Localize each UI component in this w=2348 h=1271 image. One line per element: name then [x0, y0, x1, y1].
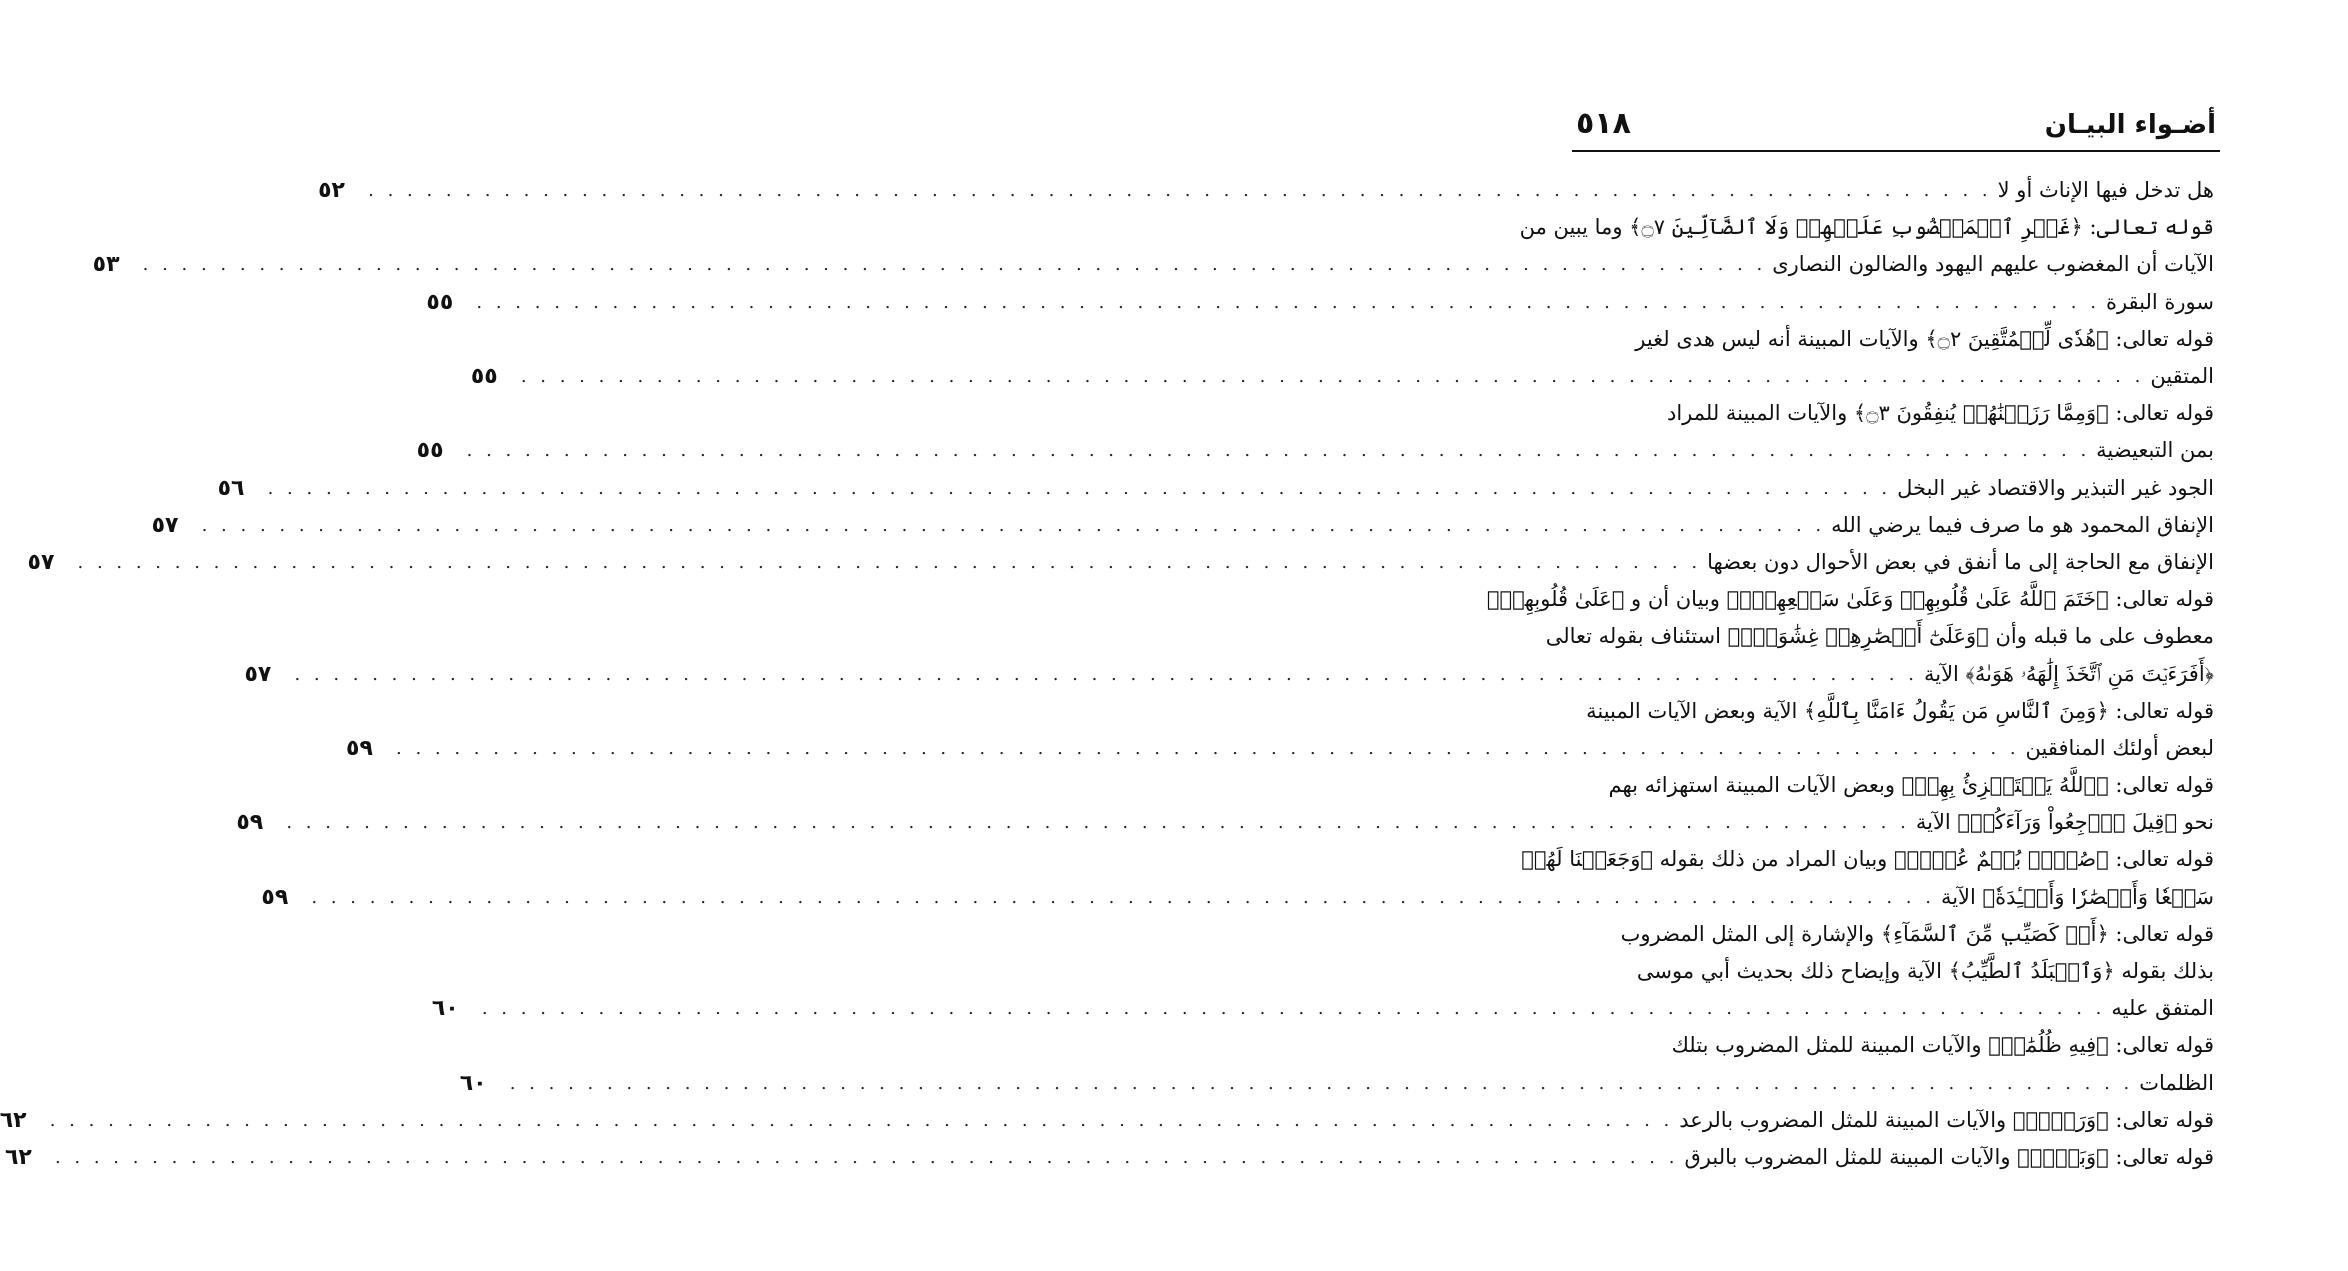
toc-entry-text: قوله تعالى: ﴿وَمِمَّا رَزَقۡنَٰهُمۡ يُنفِقُونَ ۝٣﴾ والآيات المبينة للمراد	[1666, 401, 2214, 426]
toc-entry-text: الظلمات	[2139, 1070, 2214, 1095]
toc-entry	[318, 172, 2214, 209]
toc-entry	[92, 246, 2214, 283]
toc-entry-text: قوله تعالى: ﴿وَرَعۡدٞ﴾ والآيات المبينة للمثل المضروب بالرعد	[1679, 1107, 2214, 1132]
dot-leader	[143, 246, 1767, 283]
dot-leader	[55, 1139, 1679, 1176]
toc-page-number: ٥٧	[244, 661, 272, 687]
toc-entry	[4, 1139, 2214, 1176]
toc-page-number: ٥٧	[27, 549, 55, 575]
dot-leader	[50, 1102, 1674, 1139]
toc-entry-text: قوله تعالى: ﴿صُمُّۢ بُكۡمٌ عُمۡيٞ﴾ وبيان المراد من ذلك بقوله ﴿وَجَعَلۡنَا لَهُمۡ	[1521, 847, 2214, 872]
toc-entry-text: لبعض أولئك المنافقين	[2025, 735, 2214, 760]
toc-entry	[1576, 1027, 2214, 1064]
dot-leader	[396, 730, 2020, 767]
toc-page-number: ٥٣	[92, 252, 120, 278]
dot-leader	[294, 656, 1918, 693]
toc-entry	[431, 990, 2214, 1027]
toc-entry-text: ﴿أَفَرَءَيۡتَ مَنِ ٱتَّخَذَ إِلَٰهَهُۥ هَوَىٰهُ﴾ الآية	[1923, 661, 2214, 686]
running-header	[1576, 104, 2216, 144]
dot-leader	[467, 432, 2091, 469]
toc-entry	[416, 432, 2214, 469]
toc-entry	[0, 1102, 2214, 1139]
page-number: ٥١٨	[1576, 106, 1631, 141]
toc-page-number: ٥٥	[470, 364, 498, 390]
toc-page-number: ٥٩	[346, 735, 373, 761]
toc-entry	[1486, 581, 2214, 618]
dot-leader	[521, 358, 2145, 395]
dot-leader	[286, 804, 1910, 841]
toc-entry-text: نحو ﴿قِيلَ ٱرۡجِعُواْ وَرَآءَكُمۡ﴾ الآية	[1915, 810, 2214, 835]
toc-page-number: ٦٢	[4, 1144, 32, 1170]
toc-entry	[1576, 321, 2214, 358]
toc-entry	[1576, 916, 2214, 953]
toc-entry-text: قوله تعالى: ﴿وَمِنَ ٱلنَّاسِ مَن يَقُولُ ءَامَنَّا بِٱللَّهِ﴾ الآية وبعض الآيات المبينة	[1586, 698, 2214, 723]
toc-entry-text: قوله تعالى: ﴿ٱللَّهُ يَسۡتَهۡزِئُ بِهِمۡ﴾ وبعض الآيات المبينة استهزائه بهم	[1608, 773, 2214, 798]
dot-leader	[482, 990, 2106, 1027]
dot-leader	[368, 172, 1992, 209]
toc-entry	[346, 730, 2214, 767]
toc-page-number: ٥٩	[236, 810, 264, 836]
toc-entry	[1576, 953, 2214, 990]
dot-leader	[311, 879, 1935, 916]
dot-leader	[476, 284, 2100, 321]
toc-entry-text: قوله تعالى: ﴿فِيهِ ظُلُمَٰتٞ﴾ والآيات المبينة للمثل المضروب بتلك	[1671, 1033, 2214, 1058]
toc-entry	[1519, 209, 2214, 246]
toc-entry-text: سَمۡعٗا وَأَبۡصَٰرٗا وَأَفۡـِٔدَةٗ﴾ الآية	[1940, 884, 2214, 909]
toc-entry	[236, 804, 2214, 841]
toc-page-number: ٥٥	[416, 438, 444, 464]
toc-entry	[1576, 395, 2214, 432]
toc-entry	[217, 470, 2214, 507]
toc-entry	[1576, 693, 2214, 730]
toc-entry	[151, 507, 2214, 544]
toc-entry	[426, 284, 2214, 321]
toc-entry-text: قوله تعالى: ﴿أَوۡ كَصَيِّبٖ مِّنَ ٱلسَّمَآءِ﴾ والإشارة إلى المثل المضروب	[1620, 921, 2214, 946]
table-of-contents	[0, 172, 2214, 1176]
toc-entry-text: سورة البقرة	[2105, 289, 2214, 314]
toc-entry-text: بمن التبعيضية	[2096, 438, 2214, 463]
toc-entry	[27, 544, 2214, 581]
dot-leader	[202, 507, 1826, 544]
toc-entry	[261, 879, 2214, 916]
toc-page-number: ٥٥	[426, 289, 454, 315]
toc-entry-text: المتقين	[2150, 364, 2214, 389]
toc-page-number: ٦٠	[459, 1070, 487, 1096]
toc-page-number: ٦٠	[431, 996, 459, 1022]
toc-page-number: ٥٢	[318, 178, 345, 204]
toc-entry-text: الآيات أن المغضوب عليهم اليهود والضالون النصارى	[1772, 252, 2214, 277]
toc-page-number: ٥٩	[261, 884, 289, 910]
dot-leader	[78, 544, 1702, 581]
toc-entry-text: الإنفاق مع الحاجة إلى ما أنفق في بعض الأحوال دون بعضها	[1707, 549, 2214, 574]
dot-leader	[268, 470, 1892, 507]
header-rule	[1572, 150, 2220, 152]
toc-entry-text: الجود غير التبذير والاقتصاد غير البخل	[1897, 475, 2214, 500]
dot-leader	[510, 1065, 2134, 1102]
toc-entry	[459, 1065, 2214, 1102]
toc-entry	[244, 655, 2214, 692]
toc-entry-text: قوله تعالى: ﴿خَتَمَ ٱللَّهُ عَلَىٰ قُلُوبِهِمۡ وَعَلَىٰ سَمۡعِهِمۡۖ﴾ وبيان أن و ﴿عَلَىٰ قُلُوبِهِمۡ﴾	[1486, 587, 2214, 612]
toc-page-number: ٦٢	[0, 1107, 27, 1133]
toc-page-number: ٥٧	[151, 512, 179, 538]
toc-entry-text: بذلك بقوله ﴿وَٱلۡبَلَدُ ٱلطَّيِّبُ﴾ الآية وإيضاح ذلك بحديث أبي موسى	[1636, 959, 2214, 984]
toc-entry-text: قوله تعالى: ﴿غَيۡرِ ٱلۡمَغۡضُوبِ عَلَيۡهِمۡ وَلَا ٱلضَّآلِّينَ ۝٧﴾ وما يبين من	[1519, 215, 2214, 240]
toc-entry-text: الإنفاق المحمود هو ما صرف فيما يرضي الله	[1831, 512, 2214, 537]
toc-entry-text: المتفق عليه	[2111, 996, 2214, 1021]
toc-entry-text: قوله تعالى: ﴿وَبَرۡقٞ﴾ والآيات المبينة للمثل المضروب بالبرق	[1684, 1144, 2214, 1169]
toc-page-number: ٥٦	[217, 475, 245, 501]
book-title: أضـواء البيـان	[2044, 110, 2216, 140]
toc-entry	[1521, 841, 2214, 878]
toc-entry	[1545, 618, 2214, 655]
toc-entry-text: هل تدخل فيها الإناث أو لا	[1997, 178, 2214, 203]
toc-entry-text: معطوف على ما قبله وأن ﴿وَعَلَىٰٓ أَبۡصَٰرِهِمۡ غِشَٰوَةٞۖ﴾ استئناف بقوله تعالى	[1545, 624, 2214, 649]
toc-entry	[1576, 767, 2214, 804]
toc-entry-text: قوله تعالى: ﴿هُدٗى لِّلۡمُتَّقِينَ ۝٢﴾ والآيات المبينة أنه ليس هدى لغير	[1635, 326, 2214, 351]
toc-entry	[470, 358, 2214, 395]
